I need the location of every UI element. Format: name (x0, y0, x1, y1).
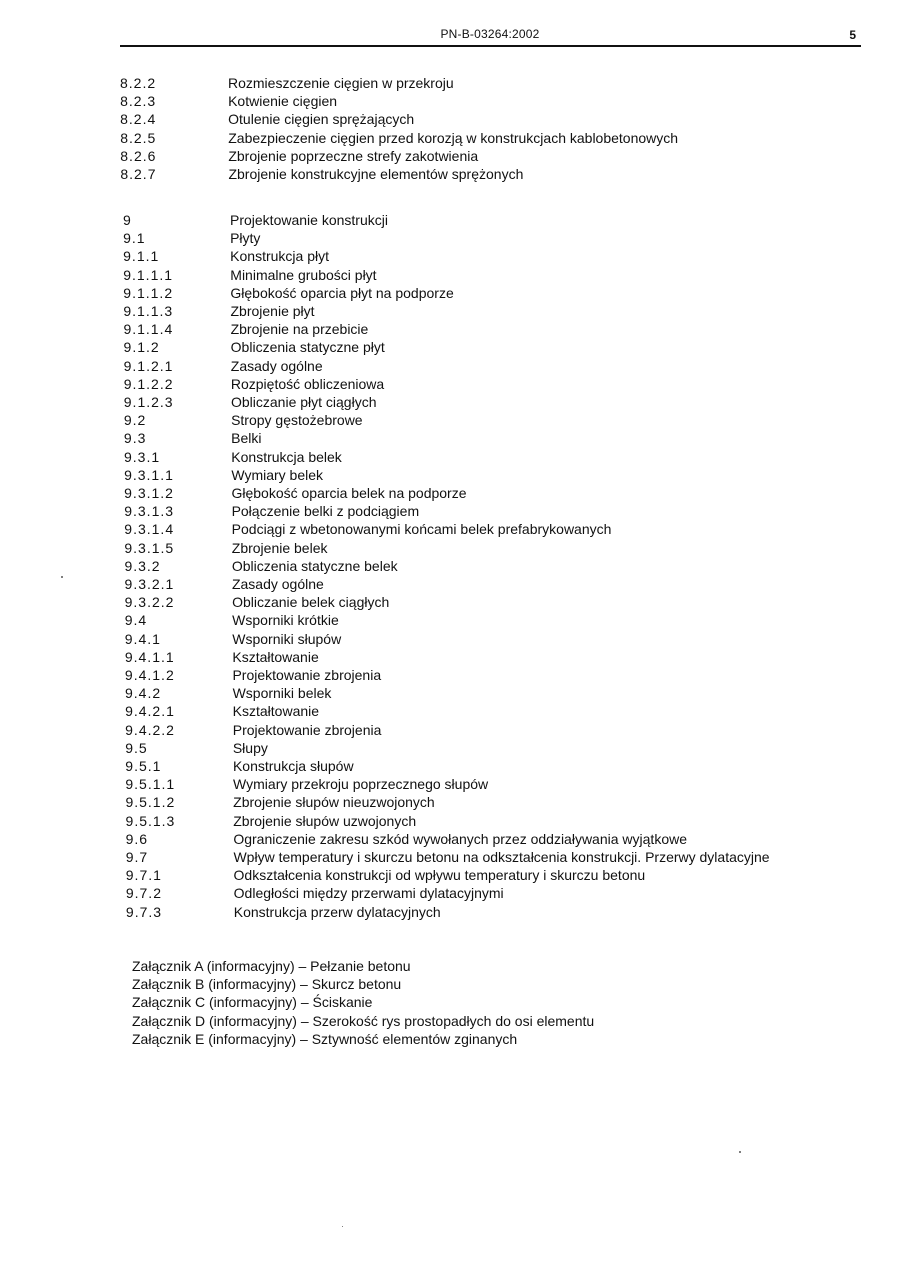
section-number: 9.4.2.2 (125, 721, 175, 738)
section-title: Rozpiętość obliczeniowa (230, 375, 385, 392)
section-title: Belki (231, 430, 262, 447)
section-number: 9.4.2 (125, 685, 162, 702)
toc-entry (124, 484, 861, 502)
section-title: Obliczenia statyczne belek (231, 557, 398, 574)
annex-entry: Załącznik C (informacyjny) – Ściskanie (132, 994, 373, 1011)
section-title: Zbrojenie na przebicie (230, 321, 369, 338)
section-number: 9.5.1.1 (125, 776, 176, 793)
toc-entry (123, 229, 860, 247)
section-title: Otulenie cięgien sprężających (228, 111, 415, 128)
toc-entry (125, 702, 862, 720)
section-number: 9.1.2.2 (123, 375, 174, 392)
toc-entry (125, 666, 862, 684)
toc-entry (126, 812, 863, 830)
section-number: 9.3.2.2 (124, 594, 175, 611)
section-title: Ograniczenie zakresu szkód wywołanych przez oddziaływania wyjątkowe (233, 830, 687, 847)
section-number: 9.4.2.1 (125, 703, 175, 720)
section-title: Zasady ogólne (230, 357, 323, 374)
section-number: 9.1.2 (123, 339, 160, 356)
toc-entry (123, 284, 860, 302)
toc-entry (124, 393, 861, 411)
section-title: Wpływ temperatury i skurczu betonu na odkształcenia konstrukcji. Przerwy dylatacyjne (233, 849, 770, 865)
section-number: 9.7.1 (125, 867, 162, 884)
section-number: 9.7.3 (125, 903, 163, 920)
section-title: Projektowanie zbrojenia (232, 721, 382, 738)
toc-entry (123, 320, 860, 338)
section-number: 9 (123, 212, 132, 228)
section-title: Minimalne grubości płyt (230, 266, 377, 283)
section-title: Wsporniki krótkie (232, 612, 339, 629)
toc-entry (125, 739, 862, 757)
toc-entry (124, 539, 861, 557)
section-title: Kotwienie cięgien (228, 93, 338, 110)
section-number: 9.5 (125, 739, 148, 756)
section-number: 9.3.1.4 (124, 521, 175, 538)
section-number: 9.4.1.2 (124, 667, 175, 683)
section-title: Stropy gęstożebrowe (231, 412, 363, 429)
section-number: 9.1.1.1 (123, 266, 174, 283)
section-title: Konstrukcja płyt (230, 248, 329, 265)
section-number: 9.1.1.2 (123, 284, 174, 301)
section-title: Projektowanie zbrojenia (232, 667, 382, 683)
toc-entry (120, 165, 860, 183)
toc-entry (126, 884, 863, 902)
section-number: 9.6 (125, 830, 149, 847)
section-number: 9.7 (125, 849, 149, 865)
toc-entry (125, 593, 862, 611)
section-number: 8.2.4 (120, 111, 157, 128)
section-title: Zbrojenie poprzeczne strefy zakotwienia (228, 147, 479, 164)
toc-entry (125, 684, 862, 702)
section-title: Wsporniki belek (232, 685, 332, 702)
annex-entry: Załącznik B (informacyjny) – Skurcz betonu (132, 976, 402, 993)
section-number: 9.1.2.3 (123, 394, 174, 410)
toc-entry (125, 630, 862, 648)
section-title: Zbrojenie belek (231, 539, 328, 556)
toc-entry (123, 247, 860, 265)
section-number: 9.3.2.1 (124, 576, 175, 592)
scan-speck (61, 576, 63, 578)
toc-entry (120, 110, 860, 128)
section-number: 8.2.7 (120, 166, 157, 182)
section-number: 8.2.2 (120, 75, 157, 91)
section-title: Słupy (232, 739, 268, 756)
annex-entry: Załącznik E (informacyjny) – Sztywność elementów zginanych (132, 1030, 518, 1047)
toc-entry (124, 375, 861, 393)
toc-entry (120, 92, 860, 110)
toc-entry (125, 575, 862, 593)
toc-entry (125, 648, 862, 666)
section-number: 9.2 (123, 412, 147, 429)
section-title: Połączenie belki z podciągiem (231, 503, 420, 520)
section-number: 9.5.1.2 (125, 794, 176, 811)
section-number: 9.1 (123, 230, 146, 247)
section-title: Obliczenia statyczne płyt (230, 339, 385, 356)
toc-entry (126, 866, 863, 884)
standard-code: PN-B-03264:2002 (440, 27, 540, 41)
toc-entry (123, 211, 860, 229)
section-title: Zbrojenie słupów uzwojonych (233, 812, 417, 829)
section-number: 9.7.2 (125, 885, 162, 902)
section-title: Konstrukcja przerw dylatacyjnych (233, 903, 441, 920)
toc-entry (126, 830, 863, 848)
section-title: Kształtowanie (232, 703, 320, 720)
section-title: Podciągi z wbetonowanymi końcami belek prefabrykowanych (231, 521, 612, 538)
toc-entry (125, 721, 862, 739)
toc-entry (125, 793, 862, 811)
section-number: 8.2.6 (120, 147, 157, 164)
section-title: Kształtowanie (232, 648, 319, 665)
toc-entry (124, 557, 861, 575)
section-number: 9.3.1.1 (124, 466, 174, 483)
header-rule (120, 45, 861, 47)
section-number: 9.4.1.1 (124, 648, 175, 665)
toc-entry (126, 903, 863, 921)
section-title: Rozmieszczenie cięgien w przekroju (228, 75, 454, 91)
section-number: 9.3.1.2 (124, 485, 174, 501)
section-title: Konstrukcja belek (231, 448, 342, 465)
scan-speck (342, 1226, 343, 1227)
section-title: Odległości między przerwami dylatacyjnymi (233, 885, 504, 902)
section-number: 9.1.1.3 (123, 303, 174, 319)
section-title: Obliczanie płyt ciągłych (230, 394, 377, 410)
toc-entry (124, 429, 861, 447)
section-title: Odkształcenia konstrukcji od wpływu temperatury i skurczu betonu (233, 867, 646, 884)
section-title: Głębokość oparcia płyt na podporze (230, 284, 454, 301)
toc-entry (120, 74, 860, 92)
section-number: 9.3 (123, 430, 147, 447)
toc-entry (125, 775, 862, 793)
page-header (120, 27, 860, 45)
section-title: Projektowanie konstrukcji (230, 212, 388, 228)
toc-entry (124, 520, 861, 538)
toc-entry (125, 757, 862, 775)
section-title: Wymiary belek (231, 466, 324, 483)
section-number: 9.3.1.3 (124, 503, 175, 520)
section-title: Wsporniki słupów (232, 630, 342, 647)
toc-entry (120, 147, 860, 165)
toc-entry (124, 411, 861, 429)
section-number: 9.4.1 (124, 630, 161, 647)
section-title: Zasady ogólne (231, 576, 324, 592)
toc-entry (126, 848, 863, 866)
section-number: 9.3.2 (124, 557, 161, 574)
toc-entry (124, 502, 861, 520)
section-number: 9.3.1 (124, 448, 161, 465)
section-number: 9.1.2.1 (123, 357, 174, 374)
toc-entry (124, 338, 861, 356)
section-title: Zbrojenie słupów nieuzwojonych (233, 794, 435, 811)
toc-entry (124, 357, 861, 375)
section-title: Wymiary przekroju poprzecznego słupów (233, 776, 489, 793)
section-title: Konstrukcja słupów (232, 758, 354, 774)
section-title: Głębokość oparcia belek na podporze (231, 485, 467, 501)
section-title: Zbrojenie płyt (230, 303, 315, 319)
section-number: 9.3.1.5 (124, 539, 175, 556)
toc-entry (124, 466, 861, 484)
annex-entry: Załącznik D (informacyjny) – Szerokość rys prostopadłych do osi elementu (132, 1012, 595, 1029)
section-number: 9.4 (124, 612, 148, 629)
toc-entry (124, 448, 861, 466)
section-number: 8.2.3 (120, 93, 157, 110)
section-number: 9.5.1 (125, 758, 162, 774)
toc-entry (125, 611, 862, 629)
section-title: Zbrojenie konstrukcyjne elementów sprężonych (228, 166, 524, 182)
toc-entry (123, 266, 860, 284)
page-number: 5 (849, 28, 856, 42)
section-title: Obliczanie belek ciągłych (232, 594, 390, 611)
scan-speck (739, 1151, 741, 1153)
toc-entry (120, 129, 860, 147)
section-title: Płyty (230, 230, 261, 247)
section-number: 9.5.1.3 (125, 812, 176, 829)
section-number: 9.1.1 (123, 248, 160, 265)
section-title: Zabezpieczenie cięgien przed korozją w konstrukcjach kablobetonowych (228, 129, 679, 146)
section-number: 9.1.1.4 (123, 321, 174, 338)
section-number: 8.2.5 (120, 129, 157, 146)
annex-entry: Załącznik A (informacyjny) – Pełzanie betonu (132, 958, 411, 974)
toc-entry (123, 302, 860, 320)
